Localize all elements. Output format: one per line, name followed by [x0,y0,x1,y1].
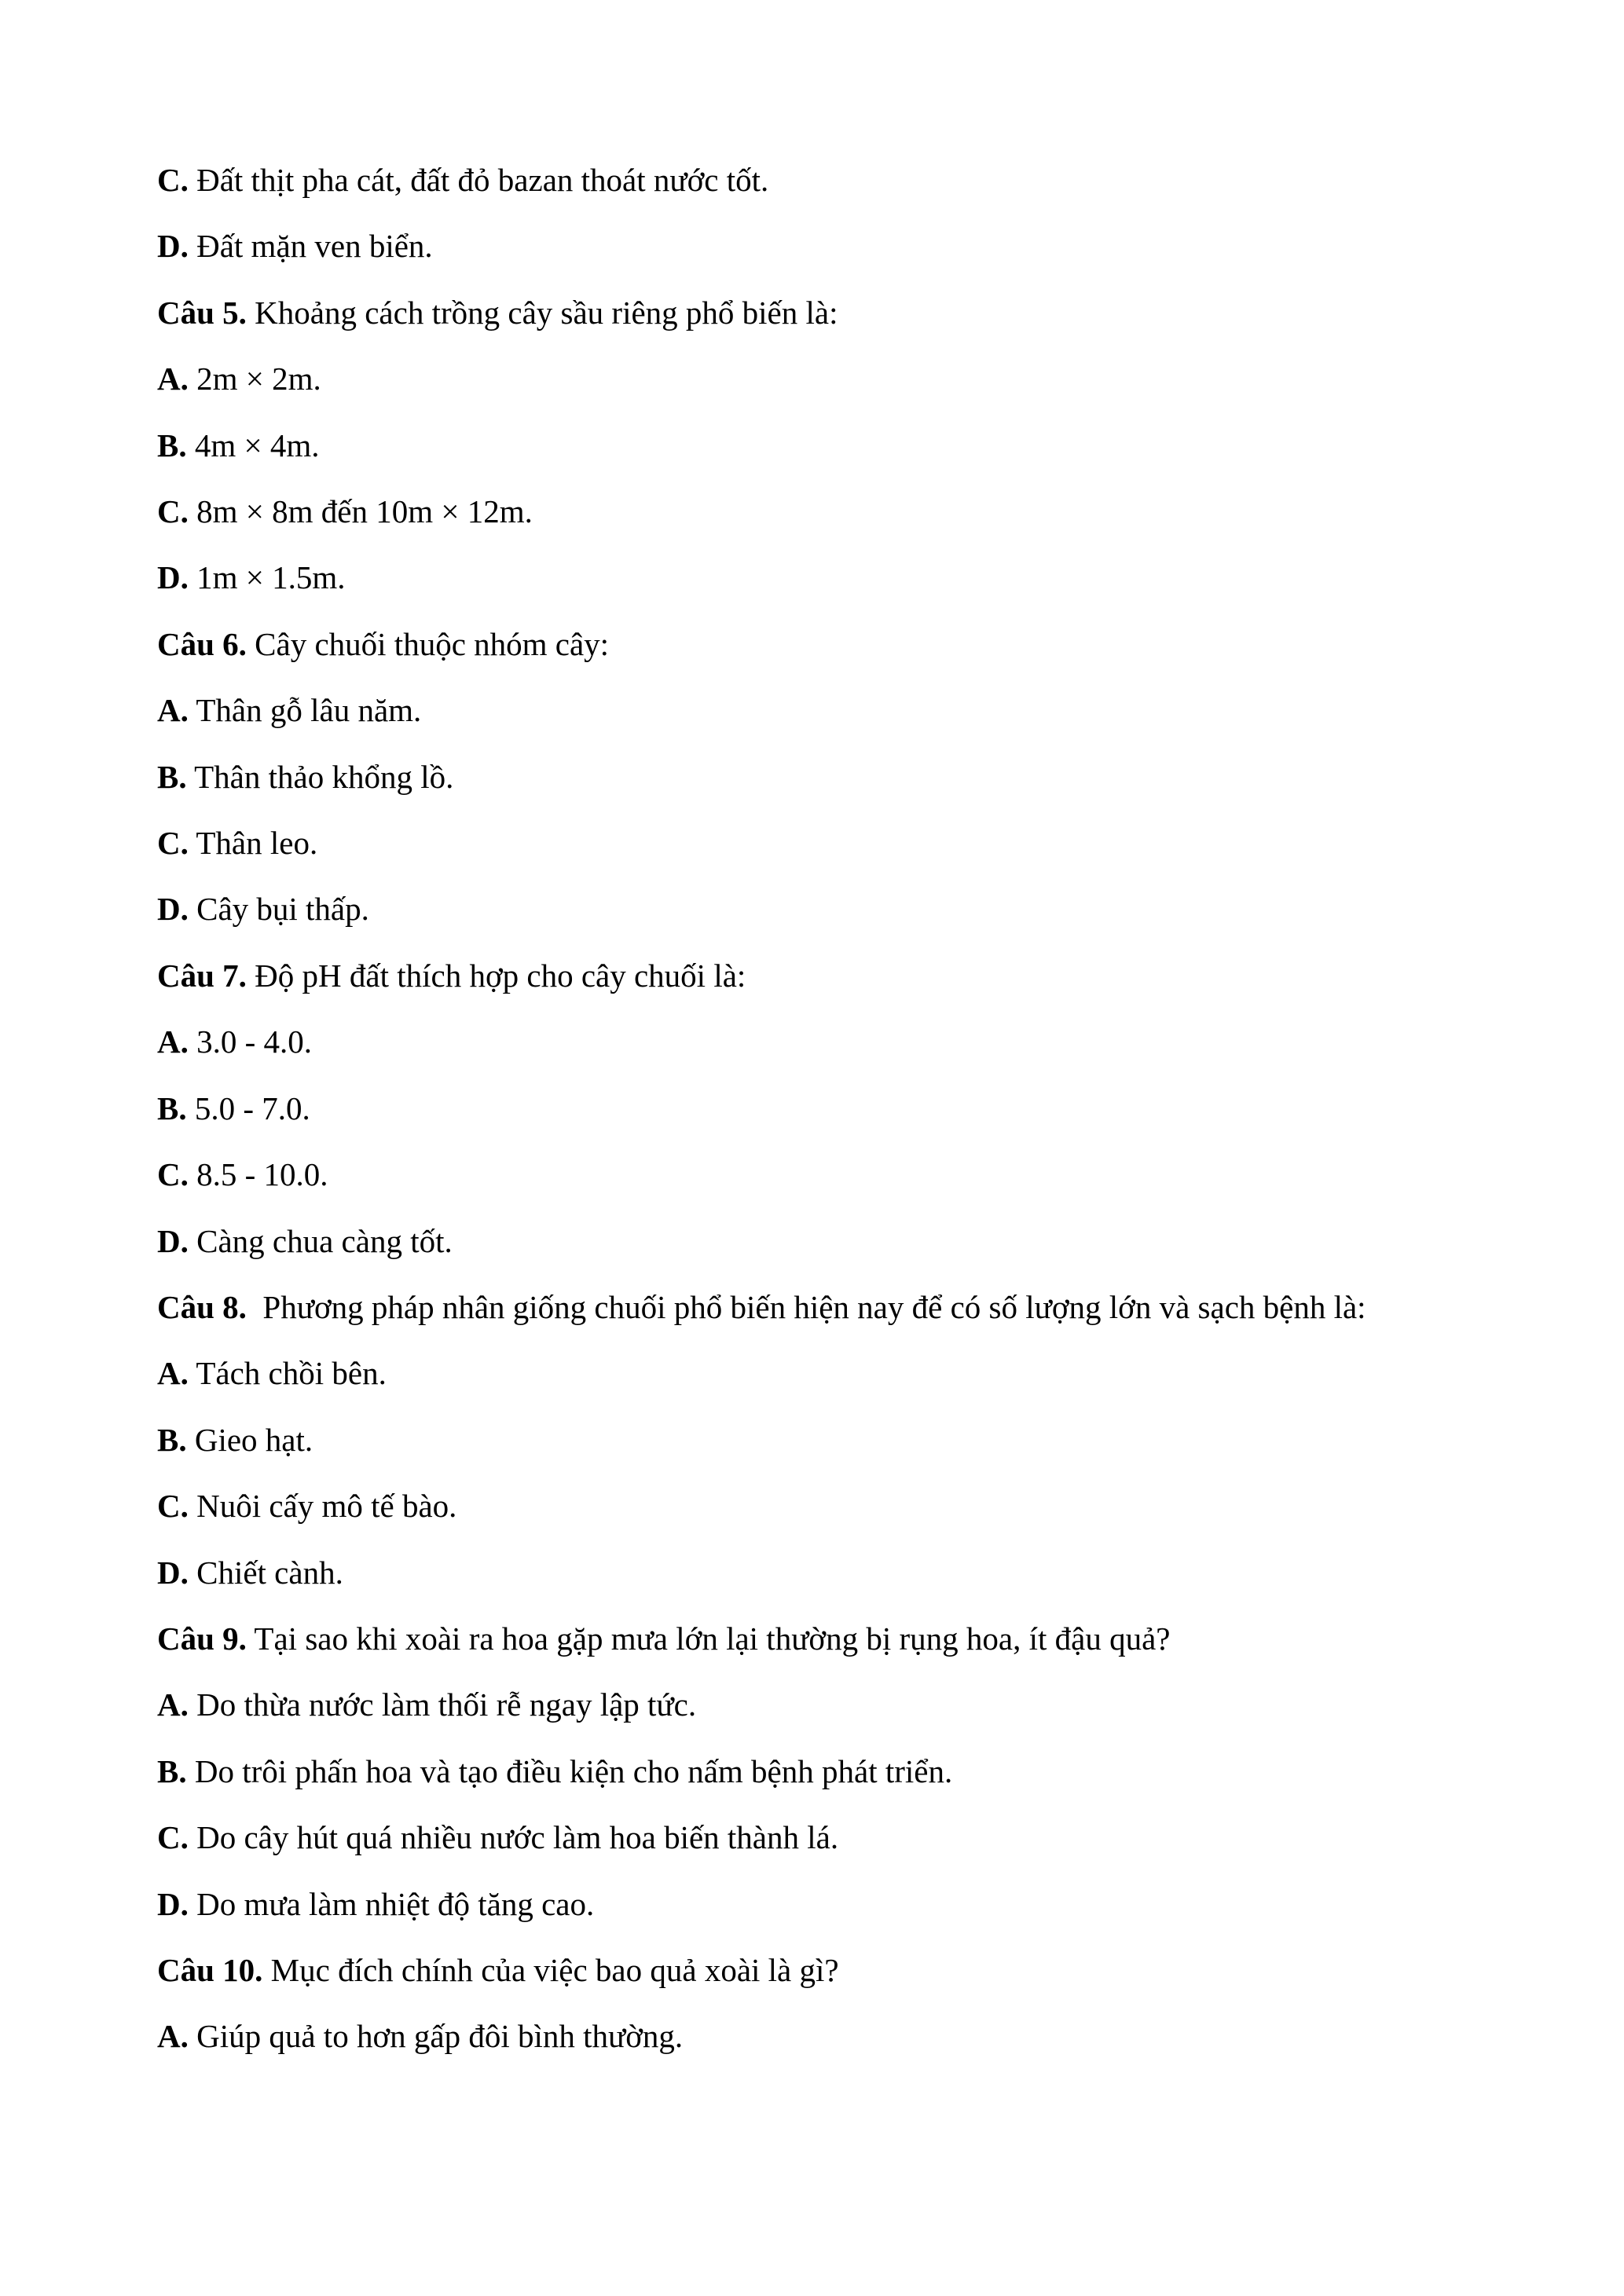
answer-option [157,346,1493,412]
answer-option [157,1407,1493,1473]
question-text [157,1606,1493,1672]
option-label: B. [157,1089,187,1126]
option-body: 4m × 4m. [186,427,320,463]
question-label: Câu 9. [157,1620,247,1657]
question-label: Câu 8. [157,1288,247,1325]
option-label: C. [157,1156,189,1193]
option-body: Thân leo. [188,825,318,862]
question-body: Khoảng cách trồng cây sầu riêng phổ biến là: [246,294,838,331]
answer-option [157,1804,1493,1870]
answer-option [157,876,1493,942]
answer-option [157,744,1493,810]
option-label: C. [157,493,189,530]
answer-option [157,677,1493,743]
answer-option [157,544,1493,610]
answer-option [157,1075,1493,1141]
option-label: B. [157,1421,187,1458]
option-label: D. [157,559,189,596]
option-label: C. [157,1488,189,1525]
option-body: Giúp quả to hơn gấp đôi bình thường. [188,2018,684,2055]
option-label: A. [157,1023,189,1060]
option-label: B. [157,427,187,463]
question-text [157,943,1493,1009]
answer-option [157,1208,1493,1274]
option-body: Do thừa nước làm thối rễ ngay lập tức. [188,1686,697,1723]
option-body: Tách chồi bên. [188,1355,387,1392]
answer-option [157,1473,1493,1539]
answer-option [157,810,1493,876]
option-body: Do cây hút quá nhiều nước làm hoa biến thành lá. [188,1819,839,1856]
option-body: Cây bụi thấp. [188,891,369,928]
option-body: Đất mặn ven biển. [188,228,433,265]
answer-option [157,412,1493,478]
question-body: Phương pháp nhân giống chuối phổ biến hiện nay để có số lượng lớn và sạch bệnh là: [246,1288,1366,1325]
option-label: D. [157,891,189,928]
option-label: A. [157,1686,189,1723]
question-body: Mục đích chính của việc bao quả xoài là gì? [262,1951,839,1988]
option-label: C. [157,825,189,862]
question-label: Câu 6. [157,625,247,662]
option-label: A. [157,692,189,729]
option-label: D. [157,1885,189,1922]
answer-option [157,213,1493,279]
answer-option [157,1540,1493,1606]
question-body: Độ pH đất thích hợp cho cây chuối là: [246,957,746,994]
option-label: B. [157,758,187,795]
answer-option [157,1871,1493,1937]
question-text [157,611,1493,677]
option-body: Nuôi cấy mô tế bào. [188,1488,457,1525]
answer-option [157,1672,1493,1738]
question-label: Câu 7. [157,957,247,994]
option-label: C. [157,1819,189,1856]
answer-option [157,2003,1493,2069]
question-label: Câu 5. [157,294,247,331]
option-body: Chiết cành. [188,1554,343,1591]
option-label: C. [157,162,189,198]
option-body: Đất thịt pha cát, đất đỏ bazan thoát nước tốt. [188,162,769,198]
option-body: Thân thảo khổng lồ. [186,758,454,795]
answer-option [157,1340,1493,1406]
option-body: Do mưa làm nhiệt độ tăng cao. [188,1885,595,1922]
option-label: D. [157,228,189,265]
option-label: D. [157,1554,189,1591]
option-body: 8m × 8m đến 10m × 12m. [188,493,533,530]
question-body: Tại sao khi xoài ra hoa gặp mưa lớn lại thường bị rụng hoa, ít đậu quả? [246,1620,1171,1657]
option-body: Càng chua càng tốt. [188,1222,453,1259]
answer-option [157,1141,1493,1207]
question-text [157,1274,1493,1340]
answer-option [157,1009,1493,1075]
option-label: A. [157,1355,189,1392]
question-text [157,280,1493,346]
document-body [157,147,1493,2070]
option-body: 2m × 2m. [188,361,321,397]
option-label: A. [157,2018,189,2055]
option-label: D. [157,1222,189,1259]
option-body: 5.0 - 7.0. [186,1089,310,1126]
option-body: Thân gỗ lâu năm. [188,692,422,729]
answer-option [157,1738,1493,1804]
question-body: Cây chuối thuộc nhóm cây: [246,625,610,662]
option-body: 3.0 - 4.0. [188,1023,313,1060]
question-label: Câu 10. [157,1951,263,1988]
question-text [157,1937,1493,2003]
option-body: Do trôi phấn hoa và tạo điều kiện cho nấm bệnh phát triển. [186,1752,953,1789]
answer-option [157,147,1493,213]
option-body: 1m × 1.5m. [188,559,346,596]
answer-option [157,478,1493,544]
option-body: Gieo hạt. [186,1421,313,1458]
option-body: 8.5 - 10.0. [188,1156,328,1193]
option-label: B. [157,1752,187,1789]
option-label: A. [157,361,189,397]
